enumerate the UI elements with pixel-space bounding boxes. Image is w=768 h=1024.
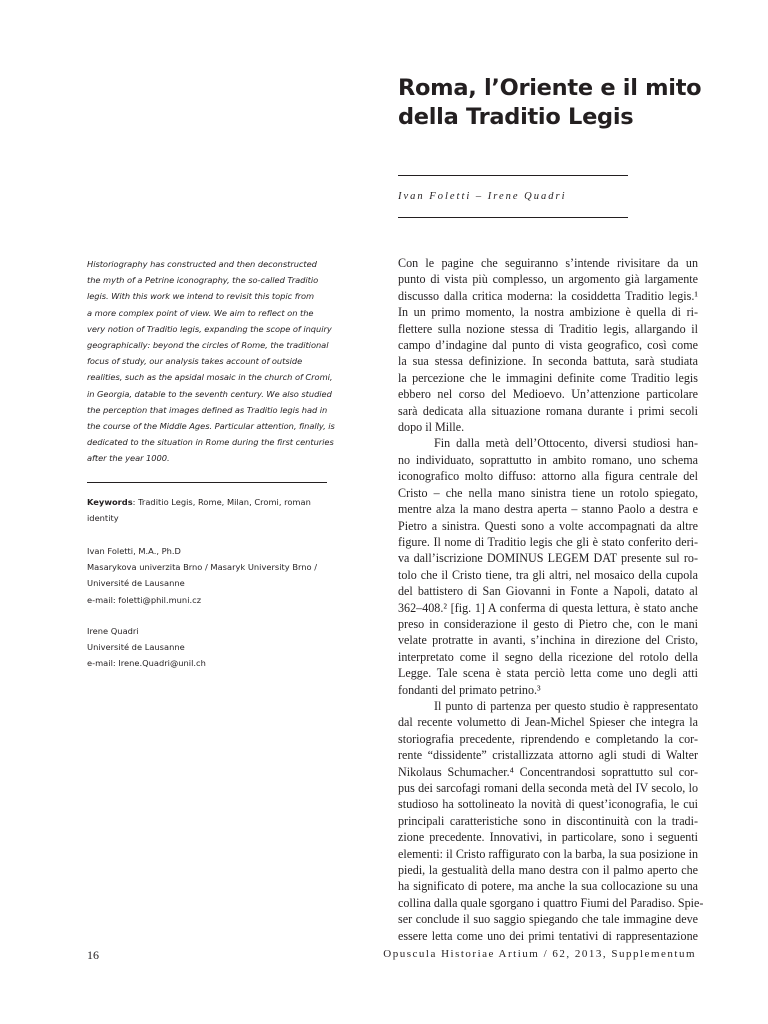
body-line: collina dalla quale sgorgano i quattro Fiumi del Paradiso. Spie- — [398, 895, 704, 910]
body-line: ser conclude il suo saggio spiegando che tale immagine deve — [398, 912, 698, 927]
body-line: dal recente volumetto di Jean-Michel Spieser che integra la — [398, 715, 698, 730]
affiliation-line: Ivan Foletti, M.A., Ph.D — [87, 546, 181, 556]
keywords-line-2: identity — [87, 513, 119, 524]
abstract-line: a more complex point of view. We aim to reflect on the — [87, 307, 314, 318]
body-line: elementi: il Cristo raffigurato con la barba, la sua posizione in — [398, 846, 698, 861]
body-line: Il punto di partenza per questo studio è rappresentato — [434, 698, 698, 713]
abstract-line: in Georgia, datable to the seventh century. We also studied — [87, 388, 332, 399]
abstract-line: very notion of Traditio legis, expanding the scope of inquiry — [87, 323, 332, 334]
body-line: Con le pagine che seguiranno s’intende rivisitare da un — [398, 256, 698, 270]
body-line: ebbero nel corso del Medioevo. Un’attenzione particolare — [398, 387, 698, 402]
article-title-line-2: della Traditio Legis — [398, 104, 634, 130]
body-line: piedi, la gestualità della mano destra con il palmo aperto che — [398, 863, 698, 878]
article-title-line-1: Roma, l’Oriente e il mito — [398, 75, 702, 101]
body-line: Fin dalla metà dell’Ottocento, diversi studiosi han- — [434, 436, 698, 451]
body-line: campo d’indagine dal punto di vista geografico, così come — [398, 338, 698, 353]
body-line: essere letta come uno dei primi tentativi di rappresentazione — [398, 928, 698, 943]
abstract-line: after the year 1000. — [87, 453, 170, 464]
body-text — [398, 255, 704, 944]
abstract-line: focus of study, our analysis takes account of outside — [87, 356, 303, 367]
author-email[interactable]: e-mail: Irene.Quadri@unil.ch — [87, 658, 206, 669]
author-affiliation-foletti — [87, 543, 337, 608]
body-line: preso in considerazione il gesto di Pietro che, con le mani — [398, 616, 698, 631]
body-line: zione precedente. Innovativi, in particolare, sono i seguenti — [398, 830, 698, 845]
running-footer: Opuscula Historiae Artium / 62, 2013, Supplementum — [383, 948, 696, 960]
abstract-line: geographically: beyond the circles of Rome, the traditional — [87, 340, 329, 351]
authors-divider — [398, 217, 628, 218]
body-line: no individuato, soprattutto in ambito romano, uno schema — [398, 452, 698, 467]
article-authors: Ivan Foletti – Irene Quadri — [398, 191, 567, 202]
page-number: 16 — [87, 948, 99, 962]
body-line: sarà dedicata alla situazione romana durante i primi secoli — [398, 403, 698, 418]
body-line: la percezione che le immagini definite come Traditio legis — [398, 370, 698, 385]
body-line: ha significato di potere, ma anche la sua collocazione su una — [398, 879, 698, 894]
body-line: Legge. Tale scena è stata perciò letta come uno degli atti — [398, 666, 698, 681]
abstract — [87, 256, 337, 467]
abstract-divider — [87, 482, 327, 483]
body-line: del battistero di San Giovanni in Fonte a Napoli, datato al — [398, 584, 698, 599]
body-line: tolo che il Cristo tiene, tra gli altri, nel mosaico della cupola — [398, 567, 698, 582]
body-line: va dall’iscrizione DOMINUS LEGEM DAT presente sul ro- — [398, 551, 698, 566]
body-line: mentre alza la mano destra aperta – stanno Paolo a destra e — [398, 502, 698, 517]
body-line: 362–408.² [fig. 1] A conferma di questa lettura, è stato anche — [398, 600, 698, 615]
abstract-line: Historiography has constructed and then deconstructed — [87, 259, 317, 269]
affiliation-line: Irene Quadri — [87, 626, 139, 636]
abstract-line: legis. With this work we intend to revisit this topic from — [87, 291, 315, 302]
body-line: pus dei sarcofagi romani della seconda metà del IV secolo, lo — [398, 781, 698, 795]
body-line: discusso dalla critica moderna: la cosiddetta Traditio legis.¹ — [398, 288, 698, 303]
body-line: flettere sulla nozione stessa di Traditio legis, allargando il — [398, 321, 698, 336]
body-line: interpretato come il segno della ricezione del rotolo della — [398, 649, 698, 664]
article-title — [398, 74, 728, 132]
body-line: In un primo momento, la nostra ambizione è quella di ri- — [398, 305, 698, 320]
keywords-text: : Traditio Legis, Rome, Milan, Cromi, roman — [132, 497, 311, 507]
body-line: punto di vista più complesso, un argomento già largamente — [398, 272, 698, 287]
body-line: iconografico molto diffuso: attorno alla figura centrale del — [398, 469, 698, 484]
abstract-line: realities, such as the apsidal mosaic in the church of Cromi, — [87, 372, 333, 383]
affiliation-line: Université de Lausanne — [87, 578, 185, 589]
body-line: figure. Il nome di Traditio legis che gli è stato conferito deri- — [398, 534, 698, 549]
body-line: dopo il Mille. — [398, 420, 465, 435]
abstract-line: the myth of a Petrine iconography, the so-called Traditio — [87, 275, 319, 286]
affiliation-line: Masarykova univerzita Brno / Masaryk University Brno / — [87, 562, 318, 573]
author-affiliation-quadri — [87, 623, 337, 672]
body-line: rente “dissidente” cristallizzata attorno agli studi di Walter — [398, 748, 698, 763]
body-line: Cristo – che nella mano sinistra tiene un rotolo spiegato, — [398, 485, 698, 500]
body-line: principali caratteristiche sono in discontinuità con la tradi- — [398, 813, 698, 828]
abstract-line: the perception that images defined as Traditio legis had in — [87, 404, 328, 415]
abstract-line: dedicated to the situation in Rome during the first centuries — [87, 437, 334, 448]
title-divider — [398, 175, 628, 176]
keywords-label: Keywords — [87, 497, 133, 507]
body-line: la sua stessa definizione. In seconda battuta, sarà studiata — [398, 354, 698, 369]
author-email[interactable]: e-mail: foletti@phil.muni.cz — [87, 594, 202, 605]
body-line: Pietro a sinistra. Questi sono a volte accompagnati da altre — [398, 518, 698, 533]
body-line: velate protratte in avanti, s’inchina in direzione del Cristo, — [398, 633, 698, 648]
body-line: Nikolaus Schumacher.⁴ Concentrandosi soprattutto sul cor- — [398, 764, 698, 779]
abstract-line: the course of the Middle Ages. Particular attention, finally, is — [87, 421, 335, 432]
body-line: storiografia precedente, riprendendo e completando la cor- — [398, 731, 698, 746]
keywords-line — [87, 494, 337, 510]
body-line: fondanti del primato petrino.³ — [398, 682, 541, 697]
body-line: studioso ha sottolineato la novità di quest’iconografia, le cui — [398, 797, 698, 812]
keywords — [87, 494, 337, 526]
affiliation-line: Université de Lausanne — [87, 642, 185, 653]
